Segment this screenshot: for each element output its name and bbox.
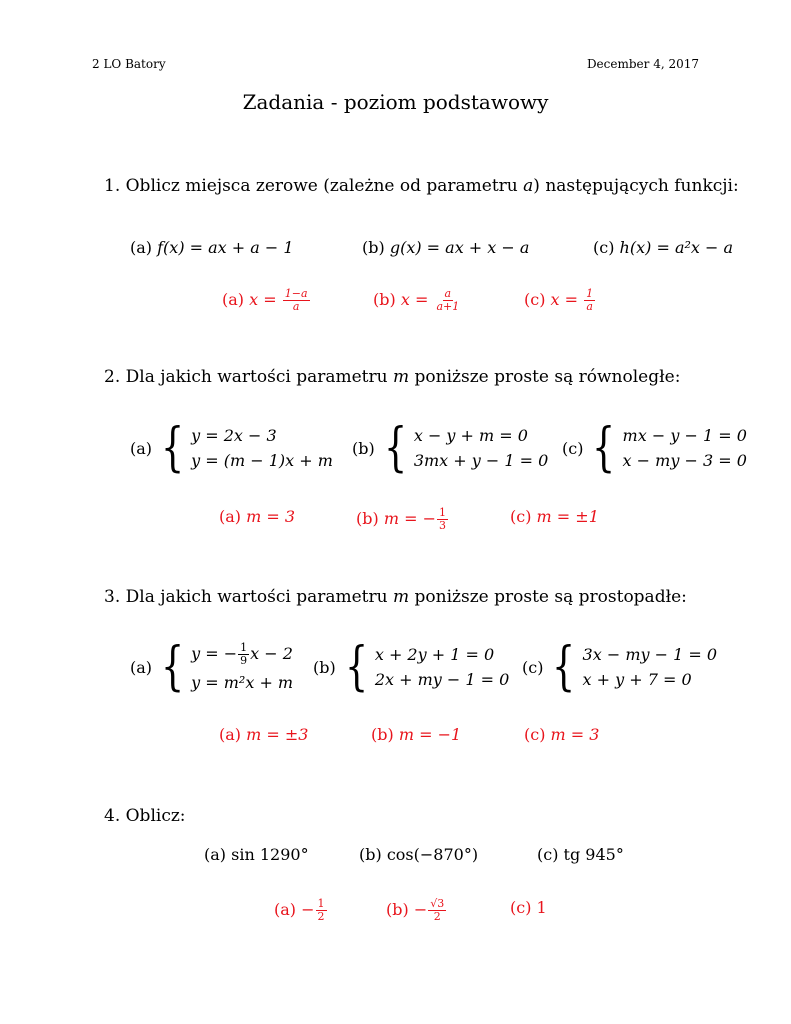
q3-answer-b: (b) m = −1: [371, 725, 462, 744]
q4-answer-a: (a) − $\frac{1}{2}$: [274, 897, 325, 924]
q4-answer-b: (b) − $\frac{√3}{2}$: [386, 897, 445, 924]
q4-item-a: (a) sin 1290°: [204, 845, 309, 864]
question-1-prefix: 1. Oblicz miejsca zerowe (zależne od parametru: [104, 176, 524, 196]
header-left: 2 LO Batory: [92, 57, 166, 71]
q1-answer-b: (b) x = $\frac{a}{a+1}$: [373, 287, 460, 314]
header-date: December 4, 2017: [586, 57, 699, 71]
q2-system-b: (b) { x − y + m = 0 3mx + y − 1 = 0: [352, 418, 549, 478]
page-title: Zadania - poziom podstawowy: [242, 90, 549, 114]
q3-system-c: (c) { 3x − my − 1 = 0 x + y + 7 = 0: [522, 637, 718, 697]
q2-answer-c: (c) m = ±1: [510, 507, 599, 526]
q2-answer-a: (a) m = 3: [219, 507, 296, 526]
q4-item-b: (b) cos(−870°): [359, 845, 479, 864]
question-1-suffix: ) następujących funkcji:: [533, 176, 739, 196]
question-1: [104, 176, 739, 196]
q1-answer-c: (c) x = $\frac{1}{a}$: [524, 287, 594, 314]
question-2: 2. Dla jakich wartości parametru m poniższe proste są równoległe:: [104, 367, 681, 387]
q1-item-a: (a) f(x) = ax + a − 1: [130, 238, 294, 257]
q4-item-c: (c) tg 945°: [537, 845, 624, 864]
question-1-var: a: [523, 176, 534, 196]
q3-system-b: (b) { x + 2y + 1 = 0 2x + my − 1 = 0: [313, 637, 510, 697]
q2-system-a: (a) { y = 2x − 3 y = (m − 1)x + m: [130, 418, 333, 478]
q3-answer-c: (c) m = 3: [524, 725, 600, 744]
q1-answer-a: (a) x = $\frac{1-a}{a}$: [222, 287, 308, 314]
question-4: 4. Oblicz:: [104, 806, 186, 826]
q3-system-a: (a) { y = − $\frac{1}{9}$ x − 2 y = m²x + m: [130, 637, 294, 697]
q3-answer-a: (a) m = ±3: [219, 725, 309, 744]
question-3: 3. Dla jakich wartości parametru m poniższe proste są prostopadłe:: [104, 587, 687, 607]
q1-item-c: (c) h(x) = a²x − a: [593, 238, 734, 257]
q2-system-c: (c) { mx − y − 1 = 0 x − my − 3 = 0: [562, 418, 747, 478]
q2-answer-b: (b) m = − $\frac{1}{3}$: [356, 506, 446, 533]
q1-item-b: (b) g(x) = ax + x − a: [362, 238, 530, 257]
q4-answer-c: (c) 1: [510, 898, 547, 917]
